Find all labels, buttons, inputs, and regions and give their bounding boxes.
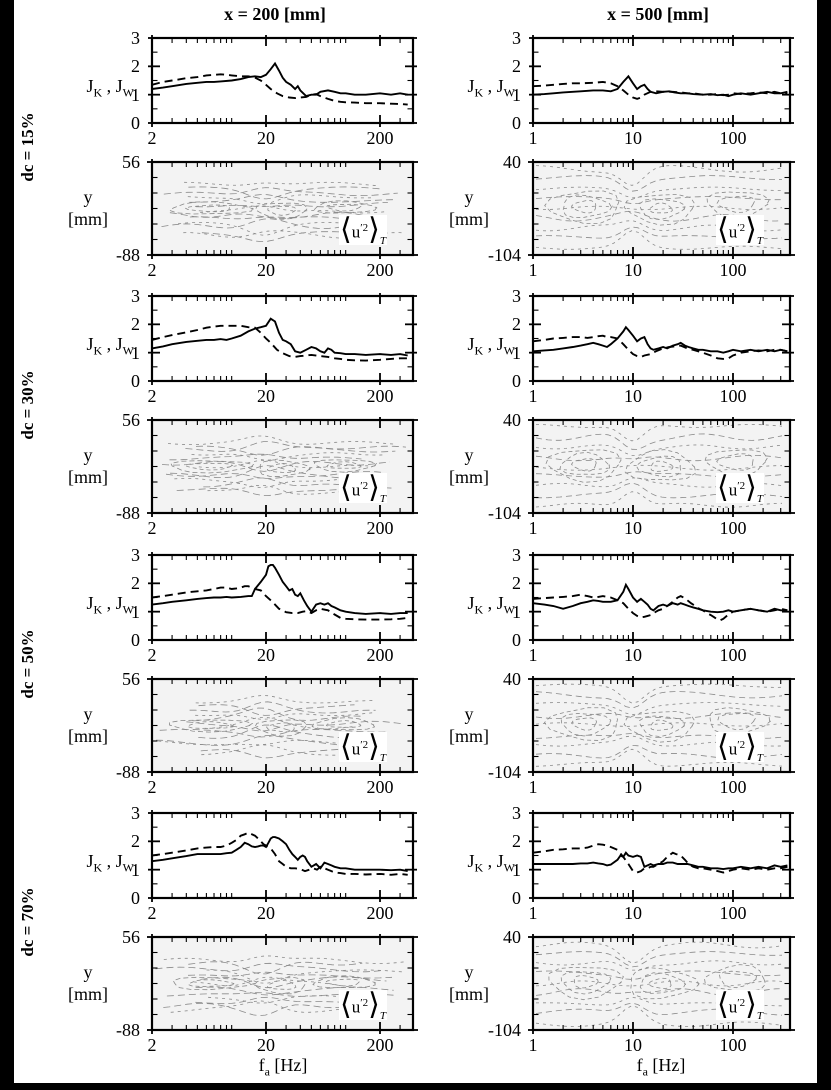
y-tick-label: 3 xyxy=(131,545,140,565)
y-tick-label: 1 xyxy=(512,601,521,622)
x-tick-label: 1 xyxy=(528,777,538,797)
x-axis-label-left: $f_a$ [Hz] xyxy=(258,1055,308,1079)
row-label-dc30: dc = 30% xyxy=(18,370,37,440)
contour-annotation-u2T: ⟨ $u^{'2}$ ⟩ T xyxy=(717,471,763,505)
y-tick-label: 1 xyxy=(131,84,140,105)
y-axis-label-JKJW: $J_K$ , $J_W$ xyxy=(467,851,515,875)
y-tick-label: -88 xyxy=(116,245,140,265)
line-plot-dc70-x200 xyxy=(152,813,413,898)
row-label-dc50: dc = 50% xyxy=(18,629,37,699)
y-tick-label: 0 xyxy=(512,371,521,391)
x-tick-label: 10 xyxy=(624,386,642,406)
column-title-x200: x = 200 [mm] xyxy=(224,4,326,24)
x-tick-label: 1 xyxy=(528,1035,538,1055)
x-tick-label: 20 xyxy=(257,777,275,797)
x-tick-label: 2 xyxy=(147,645,157,665)
x-tick-label: 1 xyxy=(528,645,538,665)
y-axis-label-JKJW: $J_K$ , $J_W$ xyxy=(467,593,515,617)
x-tick-label: 10 xyxy=(624,777,642,797)
y-tick-label: 0 xyxy=(512,113,521,133)
y-tick-label: 0 xyxy=(131,371,140,391)
y-tick-label: 40 xyxy=(503,927,521,947)
x-tick-label: 20 xyxy=(257,645,275,665)
x-tick-label: 10 xyxy=(624,903,642,923)
x-tick-label: 2 xyxy=(147,777,157,797)
y-tick-label: 40 xyxy=(503,152,521,172)
contour-annotation-u2T: ⟨ $u^{'2}$ ⟩ T xyxy=(340,730,386,764)
x-tick-label: 2 xyxy=(147,386,157,406)
x-tick-label: 20 xyxy=(257,1035,275,1055)
x-tick-label: 200 xyxy=(366,386,394,406)
row-label-dc70: dc = 70% xyxy=(18,887,37,957)
y-tick-label: 1 xyxy=(131,859,140,880)
x-tick-label: 10 xyxy=(624,518,642,538)
y-tick-label: 2 xyxy=(512,573,521,594)
y-axis-label-JKJW: $J_K$ , $J_W$ xyxy=(467,76,515,100)
y-tick-label: 1 xyxy=(131,342,140,363)
line-plot-dc50-x500 xyxy=(533,555,790,640)
y-axis-label-JKJW: $J_K$ , $J_W$ xyxy=(86,593,134,617)
y-tick-label: -88 xyxy=(116,762,140,782)
y-tick-label: 3 xyxy=(512,28,521,48)
line-plot-dc30-x200 xyxy=(152,296,413,381)
y-tick-label: 0 xyxy=(131,888,140,908)
x-tick-label: 100 xyxy=(719,260,747,280)
y-tick-label: 2 xyxy=(512,314,521,335)
y-tick-label: 1 xyxy=(512,859,521,880)
y-axis-label-ymm: y [mm] xyxy=(449,445,489,487)
y-tick-label: 3 xyxy=(131,286,140,306)
y-tick-label: -104 xyxy=(488,503,521,523)
y-tick-label: -88 xyxy=(116,503,140,523)
column-title-x500: x = 500 [mm] xyxy=(607,4,709,24)
y-tick-label: 2 xyxy=(131,831,140,852)
contour-annotation-u2T: ⟨ $u^{'2}$ ⟩ T xyxy=(717,730,763,764)
y-tick-label: 2 xyxy=(131,56,140,77)
x-tick-label: 200 xyxy=(366,645,394,665)
y-tick-label: 3 xyxy=(131,803,140,823)
y-tick-label: 56 xyxy=(122,410,140,430)
y-axis-label-JKJW: $J_K$ , $J_W$ xyxy=(467,334,515,358)
y-axis-label-ymm: y [mm] xyxy=(449,187,489,229)
y-axis-label-ymm: y [mm] xyxy=(68,187,108,229)
x-tick-label: 100 xyxy=(719,1035,747,1055)
x-tick-label: 200 xyxy=(366,777,394,797)
y-axis-label-ymm: y [mm] xyxy=(449,704,489,746)
curve-JK-solid xyxy=(152,64,408,97)
y-tick-label: 0 xyxy=(131,630,140,650)
y-tick-label: 3 xyxy=(512,286,521,306)
y-tick-label: 0 xyxy=(512,888,521,908)
curve-JK-solid xyxy=(152,319,408,356)
y-tick-label: 3 xyxy=(512,545,521,565)
x-tick-label: 200 xyxy=(366,260,394,280)
y-tick-label: 40 xyxy=(503,410,521,430)
x-tick-label: 100 xyxy=(719,645,747,665)
line-plot-dc15-x200 xyxy=(152,38,413,123)
x-tick-label: 2 xyxy=(147,260,157,280)
x-tick-label: 200 xyxy=(366,518,394,538)
y-axis-label-JKJW: $J_K$ , $J_W$ xyxy=(86,851,134,875)
y-tick-label: 0 xyxy=(512,630,521,650)
line-plot-dc15-x500 xyxy=(533,38,790,123)
x-tick-label: 2 xyxy=(147,128,157,148)
x-tick-label: 20 xyxy=(257,518,275,538)
y-axis-label-ymm: y [mm] xyxy=(68,962,108,1004)
x-tick-label: 2 xyxy=(147,518,157,538)
contour-annotation-u2T: ⟨ $u^{'2}$ ⟩ T xyxy=(340,213,386,247)
y-tick-label: 56 xyxy=(122,669,140,689)
curve-JK-solid xyxy=(533,853,787,869)
x-tick-label: 200 xyxy=(366,128,394,148)
y-tick-label: -88 xyxy=(116,1020,140,1040)
x-tick-label: 10 xyxy=(624,128,642,148)
y-tick-label: 2 xyxy=(131,314,140,335)
y-tick-label: 1 xyxy=(131,601,140,622)
contour-annotation-u2T: ⟨ $u^{'2}$ ⟩ T xyxy=(340,988,386,1022)
row-label-dc15: dc = 15% xyxy=(18,112,37,182)
x-tick-label: 100 xyxy=(719,777,747,797)
line-plot-dc70-x500 xyxy=(533,813,790,898)
x-tick-label: 2 xyxy=(147,1035,157,1055)
x-tick-label: 100 xyxy=(719,386,747,406)
contour-annotation-u2T: ⟨ $u^{'2}$ ⟩ T xyxy=(717,213,763,247)
x-tick-label: 20 xyxy=(257,903,275,923)
y-tick-label: 56 xyxy=(122,152,140,172)
x-axis-label-right: $f_a$ [Hz] xyxy=(636,1055,686,1079)
y-tick-label: 2 xyxy=(512,56,521,77)
x-tick-label: 10 xyxy=(624,1035,642,1055)
x-tick-label: 100 xyxy=(719,518,747,538)
y-tick-label: 40 xyxy=(503,669,521,689)
x-tick-label: 1 xyxy=(528,128,538,148)
x-tick-label: 1 xyxy=(528,386,538,406)
curve-JK-solid xyxy=(152,565,408,614)
x-tick-label: 20 xyxy=(257,260,275,280)
curve-JW-dashed xyxy=(533,82,787,99)
x-tick-label: 20 xyxy=(257,128,275,148)
x-tick-label: 200 xyxy=(366,903,394,923)
y-tick-label: -104 xyxy=(488,762,521,782)
x-tick-label: 20 xyxy=(257,386,275,406)
y-tick-label: 2 xyxy=(131,573,140,594)
x-tick-label: 1 xyxy=(528,518,538,538)
y-tick-label: 3 xyxy=(512,803,521,823)
x-tick-label: 10 xyxy=(624,260,642,280)
y-tick-label: -104 xyxy=(488,245,521,265)
y-tick-label: 0 xyxy=(131,113,140,133)
y-tick-label: 1 xyxy=(512,84,521,105)
y-tick-label: -104 xyxy=(488,1020,521,1040)
y-tick-label: 2 xyxy=(512,831,521,852)
curve-JW-dashed xyxy=(152,74,408,104)
y-axis-label-ymm: y [mm] xyxy=(449,962,489,1004)
contour-annotation-u2T: ⟨ $u^{'2}$ ⟩ T xyxy=(340,471,386,505)
y-tick-label: 56 xyxy=(122,927,140,947)
y-axis-label-ymm: y [mm] xyxy=(68,445,108,487)
y-axis-label-JKJW: $J_K$ , $J_W$ xyxy=(86,76,134,100)
x-tick-label: 200 xyxy=(366,1035,394,1055)
y-tick-label: 3 xyxy=(131,28,140,48)
y-axis-label-JKJW: $J_K$ , $J_W$ xyxy=(86,334,134,358)
contour-annotation-u2T: ⟨ $u^{'2}$ ⟩ T xyxy=(717,988,763,1022)
x-tick-label: 100 xyxy=(719,903,747,923)
y-axis-label-ymm: y [mm] xyxy=(68,704,108,746)
line-plot-dc50-x200 xyxy=(152,555,413,640)
x-tick-label: 1 xyxy=(528,260,538,280)
x-tick-label: 100 xyxy=(719,128,747,148)
x-tick-label: 1 xyxy=(528,903,538,923)
y-tick-label: 1 xyxy=(512,342,521,363)
x-tick-label: 2 xyxy=(147,903,157,923)
curve-JK-solid xyxy=(152,837,408,871)
x-tick-label: 10 xyxy=(624,645,642,665)
line-plot-dc30-x500 xyxy=(533,296,790,381)
